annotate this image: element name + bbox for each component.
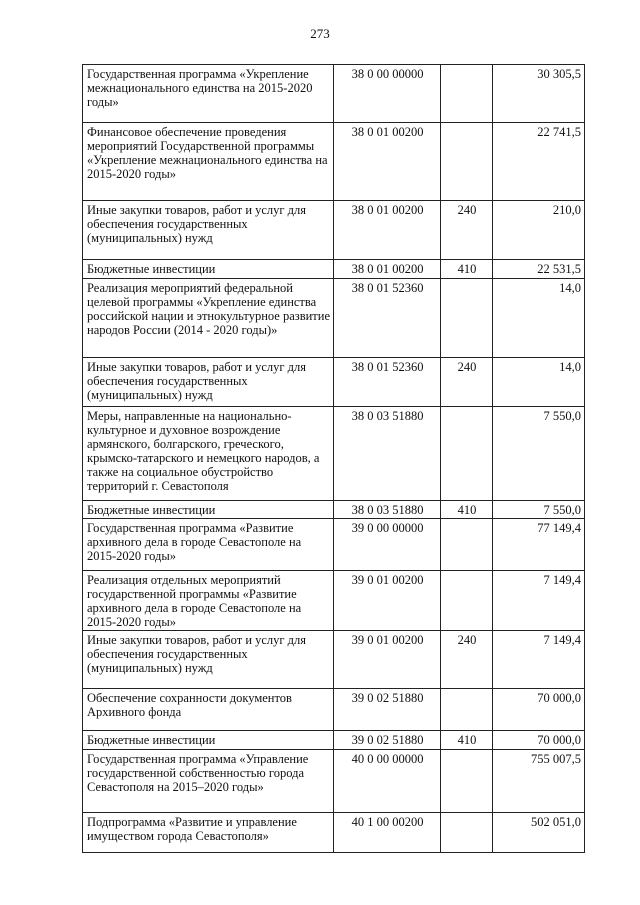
table-row xyxy=(83,65,585,123)
row-amount: 7 149,4 xyxy=(493,571,585,631)
row-name: Государственная программа «Управление государственной собственностью города Севастополя на 2015–2020 годы» xyxy=(83,750,334,813)
row-expense-type xyxy=(441,689,493,731)
table-row xyxy=(83,358,585,407)
row-name: Иные закупки товаров, работ и услуг для обеспечения государственных (муниципальных) нужд xyxy=(83,358,334,407)
row-amount: 77 149,4 xyxy=(493,519,585,571)
table-row xyxy=(83,407,585,501)
row-expense-type: 410 xyxy=(441,731,493,750)
table-row xyxy=(83,201,585,260)
row-amount: 210,0 xyxy=(493,201,585,260)
row-amount: 7 550,0 xyxy=(493,407,585,501)
row-code: 39 0 02 51880 xyxy=(334,689,441,731)
row-code: 38 0 00 00000 xyxy=(334,65,441,123)
row-amount: 30 305,5 xyxy=(493,65,585,123)
row-expense-type: 240 xyxy=(441,631,493,689)
row-amount: 14,0 xyxy=(493,358,585,407)
budget-table xyxy=(82,64,585,853)
row-code: 38 0 01 00200 xyxy=(334,260,441,279)
row-amount: 22 741,5 xyxy=(493,123,585,201)
row-name: Государственная программа «Развитие архивного дела в городе Севастополе на 2015-2020 годы» xyxy=(83,519,334,571)
row-amount: 14,0 xyxy=(493,279,585,358)
row-name: Государственная программа «Укрепление межнационального единства на 2015-2020 годы» xyxy=(83,65,334,123)
row-expense-type xyxy=(441,123,493,201)
row-expense-type xyxy=(441,279,493,358)
row-expense-type xyxy=(441,571,493,631)
row-code: 38 0 01 52360 xyxy=(334,279,441,358)
row-name: Подпрограмма «Развитие и управление имуществом города Севастополя» xyxy=(83,813,334,853)
table-row xyxy=(83,571,585,631)
table-row xyxy=(83,631,585,689)
table-row xyxy=(83,260,585,279)
row-name: Обеспечение сохранности документов Архивного фонда xyxy=(83,689,334,731)
table-row xyxy=(83,750,585,813)
row-code: 39 0 01 00200 xyxy=(334,631,441,689)
table-row xyxy=(83,279,585,358)
row-code: 38 0 03 51880 xyxy=(334,501,441,519)
table-row xyxy=(83,731,585,750)
row-name: Реализация отдельных мероприятий государственной программы «Развитие архивного дела в городе Севастополе на 2015-2020 годы» xyxy=(83,571,334,631)
row-expense-type: 240 xyxy=(441,201,493,260)
row-name: Иные закупки товаров, работ и услуг для обеспечения государственных (муниципальных) нужд xyxy=(83,201,334,260)
row-amount: 755 007,5 xyxy=(493,750,585,813)
row-name: Финансовое обеспечение проведения мероприятий Государственной программы «Укрепление межнационального единства на 2015-2020 годы» xyxy=(83,123,334,201)
row-expense-type xyxy=(441,407,493,501)
row-expense-type: 240 xyxy=(441,358,493,407)
row-amount: 70 000,0 xyxy=(493,689,585,731)
row-code: 39 0 01 00200 xyxy=(334,571,441,631)
row-amount: 7 149,4 xyxy=(493,631,585,689)
row-expense-type xyxy=(441,519,493,571)
row-code: 39 0 02 51880 xyxy=(334,731,441,750)
row-amount: 22 531,5 xyxy=(493,260,585,279)
row-name: Меры, направленные на национально-культурное и духовное возрождение армянского, болгарского, греческого, крымско-татарского и немецкого народов, а также на социальное обустройство территорий г. Севастополя xyxy=(83,407,334,501)
row-code: 40 1 00 00200 xyxy=(334,813,441,853)
row-expense-type: 410 xyxy=(441,260,493,279)
row-name: Бюджетные инвестиции xyxy=(83,731,334,750)
row-code: 38 0 03 51880 xyxy=(334,407,441,501)
table-row xyxy=(83,519,585,571)
row-amount: 7 550,0 xyxy=(493,501,585,519)
row-expense-type xyxy=(441,65,493,123)
table-row xyxy=(83,123,585,201)
table-row xyxy=(83,689,585,731)
row-code: 40 0 00 00000 xyxy=(334,750,441,813)
row-code: 38 0 01 00200 xyxy=(334,201,441,260)
row-name: Иные закупки товаров, работ и услуг для обеспечения государственных (муниципальных) нужд xyxy=(83,631,334,689)
table-row xyxy=(83,813,585,853)
row-code: 38 0 01 00200 xyxy=(334,123,441,201)
row-amount: 502 051,0 xyxy=(493,813,585,853)
row-code: 39 0 00 00000 xyxy=(334,519,441,571)
row-code: 38 0 01 52360 xyxy=(334,358,441,407)
row-expense-type: 410 xyxy=(441,501,493,519)
row-expense-type xyxy=(441,813,493,853)
row-amount: 70 000,0 xyxy=(493,731,585,750)
row-name: Бюджетные инвестиции xyxy=(83,260,334,279)
table-row xyxy=(83,501,585,519)
page-number: 273 xyxy=(310,26,330,41)
row-expense-type xyxy=(441,750,493,813)
row-name: Реализация мероприятий федеральной целевой программы «Укрепление единства российской нации и этнокультурное развитие народов России (2014 - 2020 годы)» xyxy=(83,279,334,358)
row-name: Бюджетные инвестиции xyxy=(83,501,334,519)
